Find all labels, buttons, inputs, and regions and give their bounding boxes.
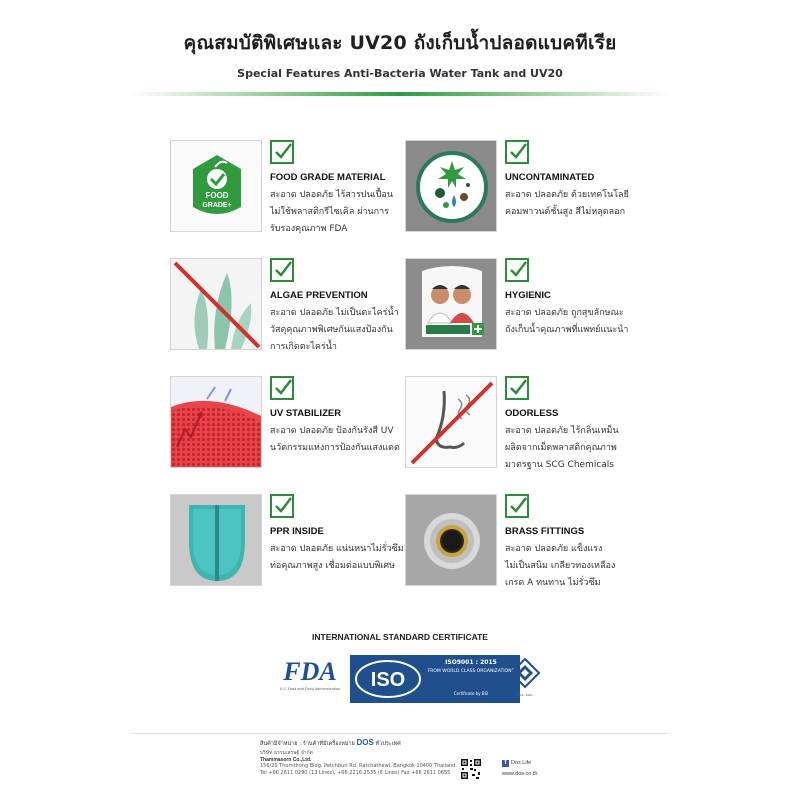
feature-desc-line: มาตรฐาน SCG Chemicals [505,460,614,470]
feature-desc-line: สะอาด ปลอดภัย แข็งแรง [505,544,603,554]
doctors-recommendation-image [405,258,497,350]
header-divider [130,92,670,96]
footer-divider [130,733,670,734]
header [130,28,670,80]
feature-title: UNCONTAMINATED [505,172,595,183]
company-info [260,750,457,776]
bacteria-shield-icon [406,141,497,232]
dos-logo: DOS [356,738,374,747]
qr-code-icon [460,758,482,780]
tisi-caption: สมอ. มอก. [516,693,534,697]
uncontaminated-image [405,140,497,232]
brass-fitting-icon [406,495,497,586]
feature-title: ODORLESS [505,408,559,419]
feature-desc-line: วัสดุคุณภาพพิเศษกันแสงป้องกัน [270,325,393,335]
doctors-photo [406,259,497,350]
company-name-thai: บริษัท ธรรมเสรษฐ์ จำกัด [260,750,313,756]
feature-desc-line: สะอาด ปลอดภัย ป้องกันรังสี UV [270,426,394,436]
food-grade-badge-line2: GRADE+ [202,202,232,209]
food-grade-icon [171,141,262,232]
iso-from-text: FROM WORLD CLASS ORGANIZATIONS [427,669,515,674]
iso-certified-by: Certificate by BSI [453,691,489,696]
feature-title: PPR INSIDE [270,526,324,537]
distributor-text: สินค้ามีจำหน่าย : ร้านค้าที่มีเครื่องหมาย [260,741,355,747]
check-icon [505,376,529,400]
check-icon [270,494,294,518]
feature-desc-line: ไม่เป็นสนิม เกลียวทองเหลือง [505,561,616,571]
iso-standard: ISO9001 : 2015 [445,659,497,666]
check-icon [505,494,529,518]
page-title-thai: คุณสมบัติพิเศษและ UV20 ถังเก็บน้ำปลอดแบคทีเรีย [183,32,617,54]
fda-logo [275,657,345,703]
feature-uv-stabilizer [130,364,400,469]
feature-desc-line: รับรองคุณภาพ FDA [270,224,348,234]
feature-desc-line: นวัตกรรมแห่งการป้องกันแสงแดด [270,443,400,453]
feature-desc-line: ถังเก็บน้ำคุณภาพที่แพทย์แนะนำ [505,325,629,335]
feature-desc-line: สะอาด ปลอดภัย ถูกสุขลักษณะ [505,308,624,318]
brass-fitting-image [405,494,497,586]
ppr-pipe-image [170,494,262,586]
feature-description [505,187,695,221]
feature-description [505,423,695,474]
feature-title: HYGIENIC [505,290,551,301]
ppr-pipe-cross-section [171,495,262,586]
check-icon [270,258,294,282]
feature-sheet [130,0,670,800]
food-grade-badge-line1: FOOD [205,191,229,200]
iso-mark: ISO [370,669,406,691]
uv-shield-icon [171,377,262,468]
certificate-heading: INTERNATIONAL STANDARD CERTIFICATE [312,632,488,642]
tisi-logo [495,657,555,703]
feature-food-grade [130,128,393,234]
check-icon [270,376,294,400]
facebook-link[interactable] [502,760,531,767]
check-icon [270,140,294,164]
company-name-english: Thammasorn Co.,Ltd. [260,756,312,763]
feature-desc-line: สะอาด ปลอดภัย แน่นหนาไม่รั่วซึม [270,544,404,554]
feature-algae-prevention [130,246,399,352]
footer [130,738,670,788]
distributor-line [260,738,401,748]
check-icon [505,258,529,282]
feature-description [505,305,695,339]
feature-uncontaminated [365,128,629,233]
certificate-logos [130,655,670,705]
uv-stabilizer-image [170,376,262,468]
feature-desc-line: ท่อคุณภาพสูง เชื่อมต่อแบบพิเศษ [270,561,396,571]
facebook-icon: f [502,760,509,767]
feature-desc-line: สะอาด ปลอดภัย ด้วยเทคโนโลยี [505,190,629,200]
feature-desc-line: คอมพาวนด์ชั้นสูง สีไม่หลุดลอก [505,207,626,217]
feature-desc-line: การเกิดตะไคร่น้ำ [270,342,337,352]
fda-mark: FDA [283,657,337,686]
feature-odorless [365,364,619,470]
company-phone: Tel +66 2611 0290 (13 Lines), +66 2216 2535 (6 Lines) Fax +66 2611 0655 [260,769,451,776]
algae-crossed-icon [171,259,262,350]
facebook-name: Dos Life [511,760,532,766]
feature-description [505,541,695,592]
nose-crossed-icon [406,377,497,468]
feature-desc-line: ไม่ใช้พลาสติกรีไซเคิล ผ่านการ [270,207,390,217]
feature-ppr-inside [130,482,404,587]
feature-desc-line: เกรด A ทนทาน ไม่รั่วซึม [505,578,601,588]
check-icon [505,140,529,164]
feature-desc-line: ผลิตจากเม็ดพลาสติกคุณภาพ [505,443,617,453]
feature-title: BRASS FITTINGS [505,526,585,537]
tisi-emblem-icon [508,657,542,689]
feature-desc-line: สะอาด ปลอดภัย ไร้สารปนเปื้อน [270,190,393,200]
feature-title: FOOD GRADE MATERIAL [270,172,386,183]
distributor-suffix: ทั่วประเทศ [375,741,401,747]
feature-title: ALGAE PREVENTION [270,290,368,301]
food-grade-badge-image [170,140,262,232]
page-title-english: Special Features Anti-Bacteria Water Tank and UV20 [237,67,563,80]
algae-prohibited-image [170,258,262,350]
feature-desc-line: สะอาด ปลอดภัย ไร้กลิ่นเหม็น [505,426,619,436]
company-address: 156/20 Thornthong Bldg. Petchburi Rd. Ratchathewi, Bangkok 10400 Thailand. [260,763,457,769]
odorless-image [405,376,497,468]
iso-logo-icon [352,655,424,703]
feature-title: UV STABILIZER [270,408,342,419]
website-link[interactable]: www.dos.co.th [502,771,538,777]
feature-hygienic [365,246,629,351]
feature-brass-fittings [365,482,616,588]
fda-caption: U.S. Food and Drug Administration [279,687,341,691]
feature-desc-line: สะอาด ปลอดภัย ไม่เป็นตะไคร่น้ำ [270,308,399,318]
